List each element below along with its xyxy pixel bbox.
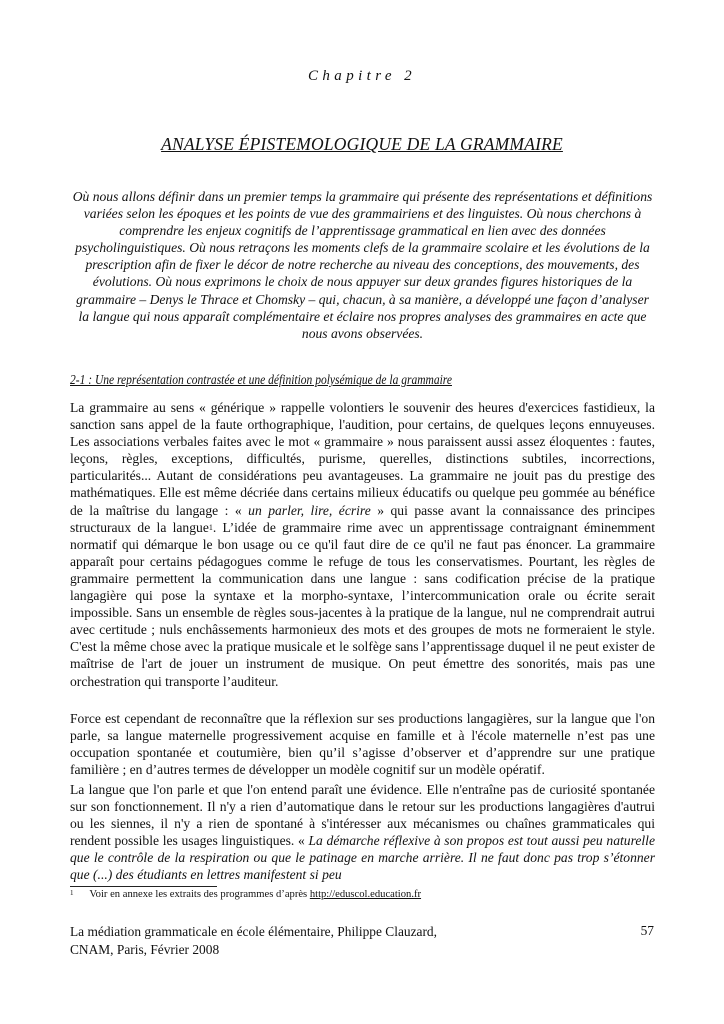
footer-line-2: CNAM, Paris, Février 2008: [70, 942, 220, 957]
chapter-title: ANALYSE ÉPISTEMOLOGIQUE DE LA GRAMMAIRE: [161, 134, 563, 154]
paragraph-3: [70, 781, 655, 884]
page-footer: [70, 923, 437, 959]
paragraph-2-text: Force est cependant de reconnaître que la réflexion sur ses productions langagières, sur la langue que l'on parle, sa langue maternelle progressivement acquise en famille et à l'école maternelle n’est pas une occupation spontanée et coutumière, bien qu’il s’agisse d’observer et d’apprendre sur une pratique familière ; en d’autres termes de développer un modèle cognitif sur un modèle opératif.: [70, 711, 655, 778]
footer-line-1: La médiation grammaticale en école élémentaire, Philippe Clauzard,: [70, 924, 437, 939]
paragraph-1-text-a: La grammaire au sens « générique » rappelle volontiers le souvenir des heures d'exercices fastidieux, la sanction sans appel de la faute orthographique, l'audition, pour certains, de quelques leçons ennuyeuses. Les associations verbales faites avec le mot « grammaire » nous paraissent aussi assez éloquentes : fautes, leçons, règles, exceptions, difficultés, purisme, querelles, distinctions subtiles, incorrections, particularités... Autant de considérations peu avantageuses. La grammaire ne jouit pas du prestige des mathématiques. Elle est même décriée dans certains milieux éducatifs ou quelque peu gommée au bénéfice de la maîtrise du langage : «: [70, 400, 655, 518]
paragraph-1: [70, 399, 655, 690]
chapter-abstract: Où nous allons définir dans un premier temps la grammaire qui présente des représentations et définitions variées selon les époques et les points de vue des grammairiens et des linguistes. Où nous cherchons à comprendre les enjeux cognitifs de l’apprentissage grammatical en lien avec des données psycholinguistiques. Où nous retraçons les moments clefs de la grammaire scolaire et les évolutions de la prescription afin de fixer le décor de notre recherche au niveau des conceptions, des mouvements, des évolutions. Où nous exprimons le choix de nous appuyer sur deux grandes figures historiques de la grammaire – Denys le Thrace et Chomsky – qui, chacun, à sa manière, a développé une façon d’analyser la langue qui nous apparaît complémentaire et éclaire nos propres analyses des grammaires en acte que nous avons observées.: [72, 189, 653, 341]
footnote-mark: 1: [70, 889, 74, 897]
chapter-label: Chapitre 2: [307, 68, 417, 84]
paragraph-3-quote: La démarche réflexive à son propos est tout aussi peu naturelle que le contrôle de la respiration ou que le patinage en marche arrière. Il ne faut donc pas trop s’étonner que (...) des étudiants en lettres manifestent si peu: [70, 833, 655, 883]
paragraph-3-text: La langue que l'on parle et que l'on entend paraît une évidence. Elle n'entraîne pas de curiosité spontanée sur son fonctionnement. Il n'y a rien d’automatique dans le retour sur les productions langagières d'autrui ou les siennes, il n'y a rien de spontané à s'intéresser aux mécanismes ou chaînes grammaticales qui rendent possible les usages linguistiques. «: [70, 782, 655, 849]
section-heading: 2-1 : Une représentation contrastée et une définition polysémique de la grammaire: [70, 372, 452, 387]
paragraph-1-quote: un parler, lire, écrire: [248, 502, 371, 518]
footnote: [70, 889, 421, 900]
paragraph-2: [70, 710, 655, 778]
footnote-text: Voir en annexe les extraits des programmes d’après: [89, 889, 310, 900]
footnote-reference[interactable]: 1: [208, 522, 213, 532]
footnote-separator: [70, 886, 217, 887]
paragraph-1-text-b: » qui passe avant la connaissance des principes structuraux de la langue: [70, 502, 656, 535]
page-number: 57: [640, 923, 654, 938]
paragraph-1-text-c: . L’idée de grammaire rime avec un apprentissage contraignant éminemment normatif qui démarque le bon usage ou ce qu'il faut dire de ce qu'il ne faut pas énoncer. La grammaire apparaît pour certains pédagogues comme le refuge de tous les conservatismes. Pourtant, les règles de grammaire permettent la communication dans une langue : sans codification précise de la pratique langagière qui pose la syntaxe et la morpho-syntaxe, l’intercommunication orale ou écrite serait impossible. Sans un ensemble de règles sous-jacentes à la pratique de la langue, nul ne comprendrait autrui avec certitude ; nuls enchâssements harmonieux des mots et des groupes de mots ne formeraient le style. C'est la même chose avec la pratique musicale et le solfège sans l’apprentissage duquel il ne peut exister de maîtrise de l'art de jouer un instrument de musique. On peut émettre des sonorités, mais pas une orchestration qui transporte l’auditeur.: [70, 519, 655, 689]
footnote-link[interactable]: http://eduscol.education.fr: [309, 889, 422, 900]
